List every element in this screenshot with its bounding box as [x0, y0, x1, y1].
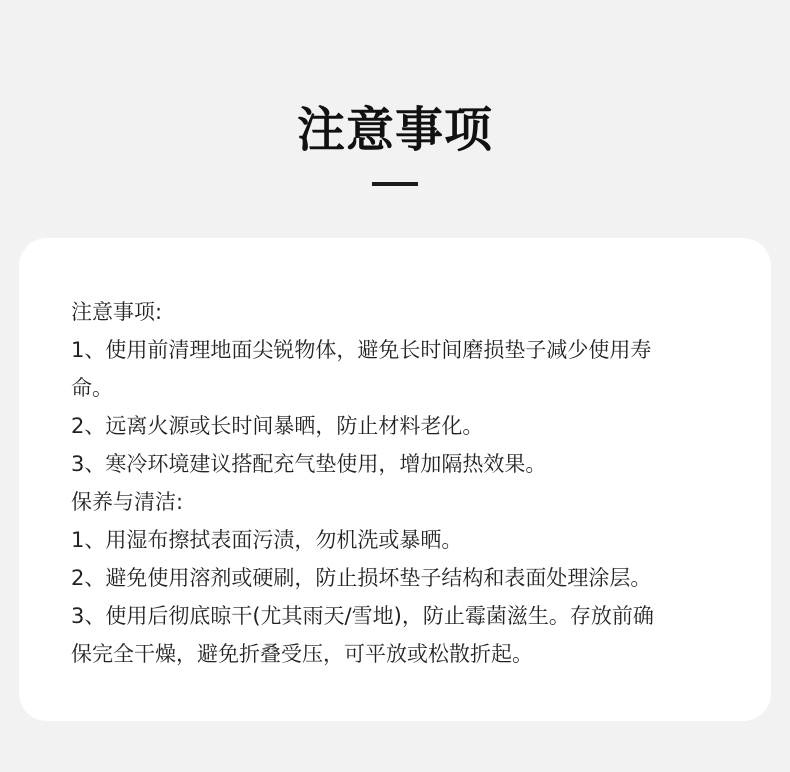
- notice-card: [19, 238, 771, 721]
- care-item-1: 1、用湿布擦拭表面污渍，勿机洗或暴晒。: [71, 528, 463, 552]
- title-underline: [372, 182, 418, 186]
- care-item-3-continued: 保完全干燥，避免折叠受压，可平放或松散折起。: [71, 642, 533, 666]
- page-title: 注意事项: [296, 102, 493, 158]
- precaution-item-1: 1、使用前清理地面尖锐物体，避免长时间磨损垫子减少使用寿: [71, 338, 652, 362]
- section-heading-precautions: 注意事项:: [71, 300, 163, 324]
- precaution-item-3: 3、寒冷环境建议搭配充气垫使用，增加隔热效果。: [71, 452, 547, 476]
- precaution-item-2: 2、远离火源或长时间暴晒，防止材料老化。: [71, 414, 484, 438]
- notice-content: [71, 293, 731, 673]
- care-item-2: 2、避免使用溶剂或硬刷，防止损坏垫子结构和表面处理涂层。: [71, 566, 652, 590]
- precaution-item-1-continued: 命。: [71, 376, 113, 400]
- care-item-3: 3、使用后彻底晾干(尤其雨天/雪地)，防止霉菌滋生。存放前确: [71, 604, 654, 628]
- section-heading-care: 保养与清洁:: [71, 490, 184, 514]
